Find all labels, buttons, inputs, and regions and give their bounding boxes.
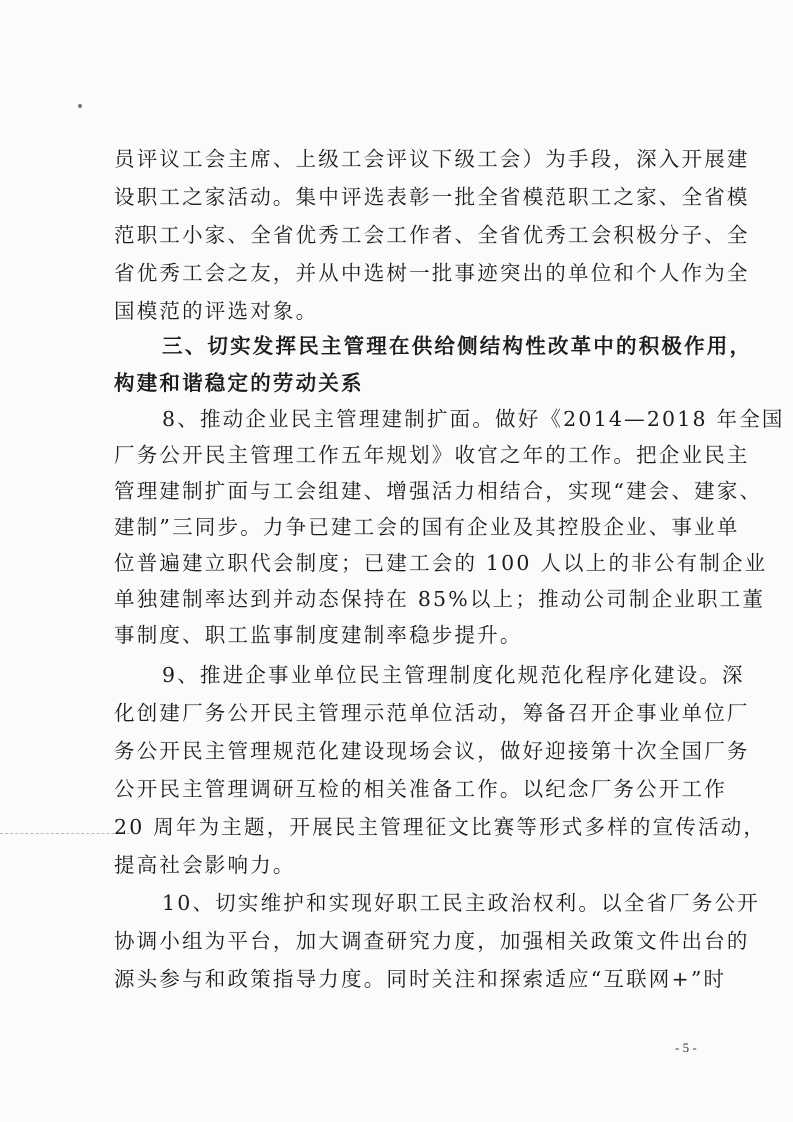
text-line: 设职工之家活动。集中评选表彰一批全省模范职工之家、全省模 <box>114 185 750 209</box>
page-number: - 5 - <box>675 1040 697 1055</box>
text-line: 范职工小家、全省优秀工会工作者、全省优秀工会积极分子、全 <box>114 223 750 247</box>
text-line: 化创建厂务公开民主管理示范单位活动，筹备召开企事业单位厂 <box>114 701 750 725</box>
text-line: 单独建制率达到并动态保持在 85%以上；推动公司制企业职工董 <box>114 587 766 611</box>
scan-artifact-line <box>0 833 130 834</box>
text-line: 员评议工会主席、上级工会评议下级工会）为手段，深入开展建 <box>114 147 750 171</box>
text-line: 位普遍建立职代会制度；已建工会的 100 人以上的非公有制企业 <box>114 551 768 575</box>
text-line: 建制”三同步。力争已建工会的国有企业及其控股企业、事业单 <box>114 515 740 539</box>
text-line: 10、切实维护和实现好职工民主政治权利。以全省厂务公开 <box>162 891 760 915</box>
text-line: 管理建制扩面与工会组建、增强活力相结合，实现“建会、建家、 <box>114 479 763 503</box>
scan-speck <box>78 104 82 108</box>
section-heading: 三、切实发挥民主管理在供给侧结构性改革中的积极作用， <box>162 334 753 358</box>
text-line: 8、推动企业民主管理建制扩面。做好《2014—2018 年全国 <box>162 407 785 431</box>
text-line: 协调小组为平台，加大调查研究力度，加强相关政策文件出台的 <box>114 929 750 953</box>
text-line: 20 周年为主题，开展民主管理征文比赛等形式多样的宣传活动， <box>114 815 767 839</box>
text-line: 提高社会影响力。 <box>114 853 296 877</box>
text-line: 务公开民主管理规范化建设现场会议，做好迎接第十次全国厂务 <box>114 739 750 763</box>
text-line: 厂务公开民主管理工作五年规划》收官之年的工作。把企业民主 <box>114 443 750 467</box>
section-heading: 构建和谐稳定的劳动关系 <box>114 371 364 395</box>
text-line: 公开民主管理调研互检的相关准备工作。以纪念厂务公开工作 <box>114 777 727 801</box>
text-line: 事制度、职工监事制度建制率稳步提升。 <box>114 623 523 647</box>
text-line: 省优秀工会之友，并从中选树一批事迹突出的单位和个人作为全 <box>114 261 750 285</box>
text-line: 9、推进企事业单位民主管理制度化规范化程序化建设。深 <box>162 663 745 687</box>
text-line: 国模范的评选对象。 <box>114 299 319 323</box>
text-line: 源头参与和政策指导力度。同时关注和探索适应“互联网+”时 <box>114 967 727 991</box>
